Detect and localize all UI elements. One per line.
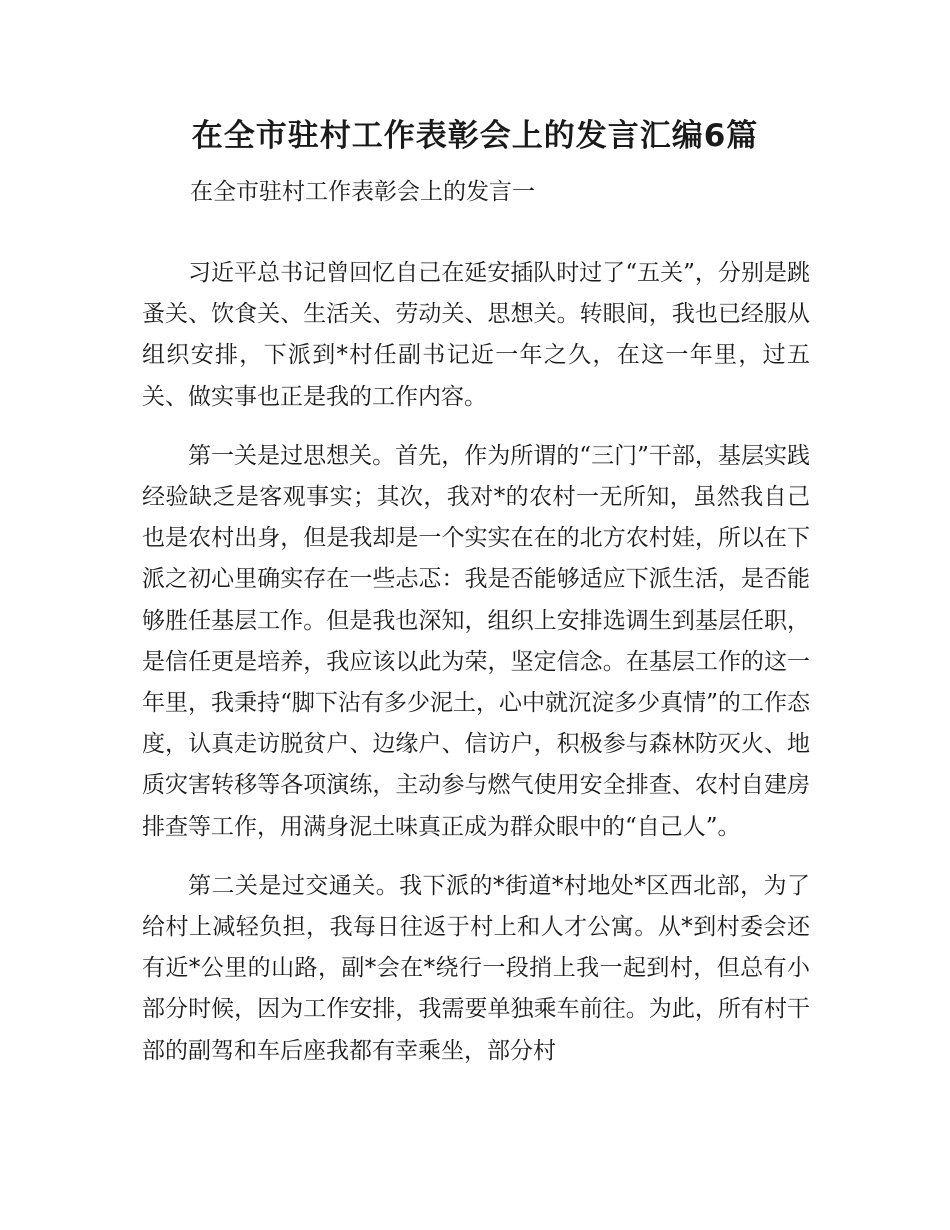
document-title: 在全市驻村工作表彰会上的发言汇编6篇 — [191, 118, 759, 154]
paragraph: 第二关是过交通关。我下派的*街道*村地处*区西北部，为了给村上减轻负担，我每日往返于村上和人才公寓。从*到村委会还有近*公里的山路，副*会在*绕行一段捎上我一起到村，但总有小部分时候，因为工作安排，我需要单独乘车前往。为此，所有村干部的副驾和车后座我都有幸乘坐，部分村 — [142, 872, 810, 1064]
paragraph: 习近平总书记曾回忆自己在延安插队时过了“五关”，分别是跳蚤关、饮食关、生活关、劳动关、思想关。转眼间，我也已经服从组织安排，下派到*村任副书记近一年之久，在这一年里，过五关、做实事也正是我的工作内容。 — [142, 260, 810, 410]
document-body — [142, 253, 810, 1090]
paragraph: 第一关是过思想关。首先，作为所谓的“三门”干部，基层实践经验缺乏是客观事实；其次，我对*的农村一无所知，虽然我自己也是农村出身，但是我却是一个实实在在的北方农村娃，所以在下派之初心里确实存在一些忐忑：我是否能够适应下派生活，是否能够胜任基层工作。但是我也深知，组织上安排选调生到基层任职，是信任更是培养，我应该以此为荣，坚定信念。在基层工作的这一年里，我秉持“脚下沾有多少泥土，心中就沉淀多少真情”的工作态度，认真走访脱贫户、边缘户、信访户，积极参与森林防灭火、地质灾害转移等各项演练，主动参与燃气使用安全排查、农村自建房排查等工作，用满身泥土味真正成为群众眼中的“自己人”。 — [142, 442, 810, 840]
section-subtitle: 在全市驻村工作表彰会上的发言一 — [190, 179, 535, 205]
